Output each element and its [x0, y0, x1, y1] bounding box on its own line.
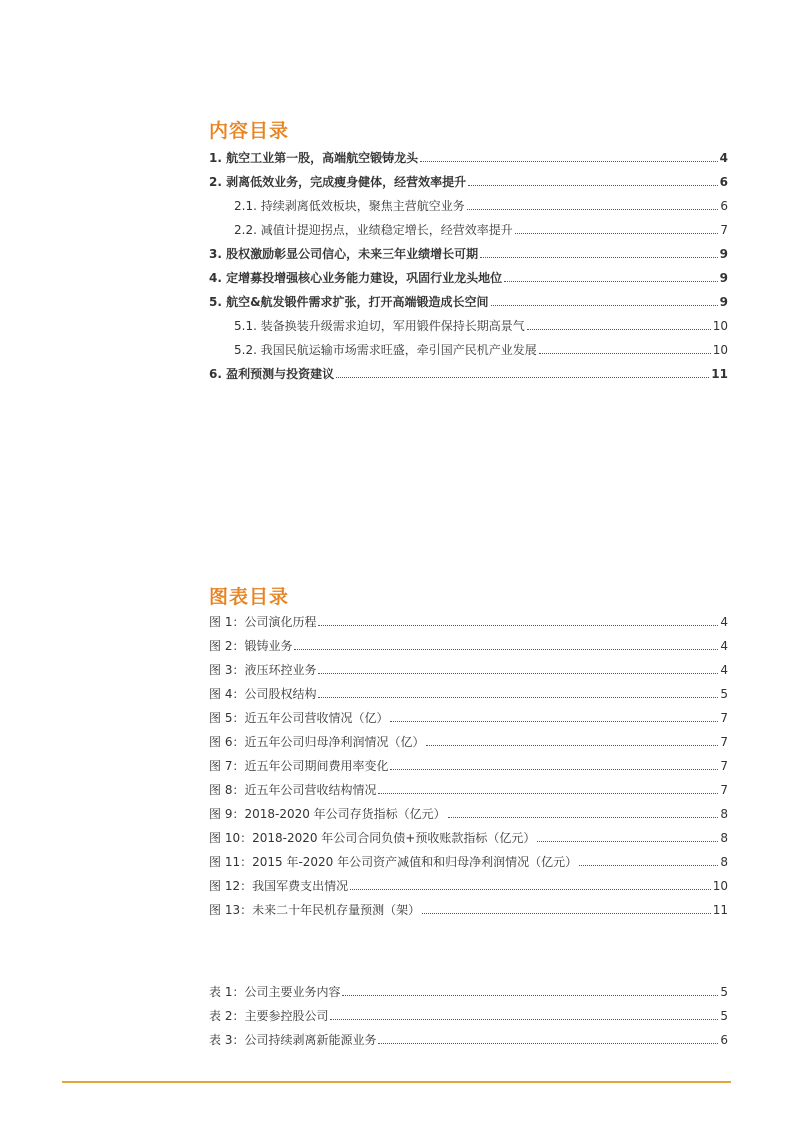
toc-entry[interactable] — [209, 242, 728, 262]
figure-page: 8 — [720, 855, 728, 869]
toc-page: 10 — [712, 319, 728, 333]
leader-dots — [491, 305, 718, 306]
leader-dots — [448, 817, 719, 818]
leader-dots — [330, 1019, 718, 1020]
figure-label: 图 5：近五年公司营收情况（亿） — [209, 711, 389, 725]
table-label: 表 2：主要参控股公司 — [209, 1009, 329, 1023]
toc-entry[interactable] — [209, 362, 728, 382]
toc-label: 5.2. 我国民航运输市场需求旺盛，牵引国产民机产业发展 — [234, 343, 537, 357]
toc-subentry[interactable] — [234, 314, 728, 334]
leader-dots — [467, 209, 719, 210]
toc-subentry[interactable] — [234, 218, 728, 238]
leader-dots — [390, 721, 718, 722]
figure-label: 图 9：2018-2020 年公司存货指标（亿元） — [209, 807, 446, 821]
footer-rule — [62, 1081, 731, 1083]
figure-entry[interactable] — [209, 898, 728, 918]
figure-page: 4 — [720, 615, 728, 629]
figure-page: 7 — [720, 735, 728, 749]
table-entry[interactable] — [209, 1028, 728, 1048]
figure-page: 11 — [712, 903, 728, 917]
contents-title: 内容目录 — [209, 120, 290, 142]
figure-label: 图 8：近五年公司营收结构情况 — [209, 783, 377, 797]
table-entry[interactable] — [209, 980, 728, 1000]
toc-page: 10 — [712, 343, 728, 357]
toc-label: 3. 股权激励彰显公司信心，未来三年业绩增长可期 — [209, 247, 479, 261]
toc-page: 9 — [719, 247, 728, 261]
leader-dots — [390, 769, 718, 770]
figure-label: 图 10：2018-2020 年公司合同负债+预收账款指标（亿元） — [209, 831, 536, 845]
toc-label: 4. 定增募投增强核心业务能力建设，巩固行业龙头地位 — [209, 271, 503, 285]
figure-page: 7 — [720, 711, 728, 725]
leader-dots — [318, 673, 718, 674]
figure-entry[interactable] — [209, 610, 728, 630]
leader-dots — [350, 889, 711, 890]
table-entry[interactable] — [209, 1004, 728, 1024]
figure-label: 图 2：锻铸业务 — [209, 639, 293, 653]
leader-dots — [527, 329, 711, 330]
figure-page: 7 — [720, 783, 728, 797]
leader-dots — [426, 745, 718, 746]
figure-entry[interactable] — [209, 682, 728, 702]
leader-dots — [378, 793, 718, 794]
figure-label: 图 1：公司演化历程 — [209, 615, 317, 629]
figure-entry[interactable] — [209, 850, 728, 870]
leader-dots — [468, 185, 718, 186]
toc-page: 9 — [719, 271, 728, 285]
toc-subentry[interactable] — [234, 338, 728, 358]
figure-label: 图 11：2015 年-2020 年公司资产减值和和归母净利润情况（亿元） — [209, 855, 578, 869]
figure-entry[interactable] — [209, 730, 728, 750]
figure-entry[interactable] — [209, 826, 728, 846]
figure-entry[interactable] — [209, 874, 728, 894]
table-label: 表 1：公司主要业务内容 — [209, 985, 341, 999]
toc-label: 5. 航空&航发锻件需求扩张，打开高端锻造成长空间 — [209, 295, 489, 309]
leader-dots — [537, 841, 718, 842]
figure-label: 图 7：近五年公司期间费用率变化 — [209, 759, 389, 773]
figure-page: 8 — [720, 807, 728, 821]
toc-label: 2.2. 减值计提迎拐点，业绩稳定增长，经营效率提升 — [234, 223, 513, 237]
leader-dots — [420, 161, 718, 162]
figure-page: 8 — [720, 831, 728, 845]
figure-entry[interactable] — [209, 706, 728, 726]
figure-label: 图 4：公司股权结构 — [209, 687, 317, 701]
leader-dots — [318, 625, 718, 626]
toc-label: 1. 航空工业第一股，高端航空锻铸龙头 — [209, 151, 419, 165]
toc-page: 6 — [719, 175, 728, 189]
leader-dots — [422, 913, 711, 914]
figure-label: 图 13：未来二十年民机存量预测（架） — [209, 903, 421, 917]
figure-entry[interactable] — [209, 634, 728, 654]
figure-page: 4 — [720, 639, 728, 653]
toc-label: 2.1. 持续剥离低效板块，聚焦主营航空业务 — [234, 199, 465, 213]
leader-dots — [336, 377, 709, 378]
toc-page: 7 — [720, 223, 728, 237]
table-page: 5 — [720, 985, 728, 999]
leader-dots — [504, 281, 718, 282]
figure-entry[interactable] — [209, 802, 728, 822]
figure-entry[interactable] — [209, 754, 728, 774]
figure-page: 10 — [712, 879, 728, 893]
table-page: 5 — [720, 1009, 728, 1023]
figures-title: 图表目录 — [209, 586, 290, 608]
toc-entry[interactable] — [209, 290, 728, 310]
leader-dots — [539, 353, 711, 354]
leader-dots — [480, 257, 718, 258]
toc-label: 5.1. 装备换装升级需求迫切，军用锻件保持长期高景气 — [234, 319, 525, 333]
table-page: 6 — [720, 1033, 728, 1047]
figure-label: 图 12：我国军费支出情况 — [209, 879, 349, 893]
toc-page: 11 — [711, 367, 728, 381]
leader-dots — [318, 697, 718, 698]
leader-dots — [378, 1043, 718, 1044]
toc-label: 2. 剥离低效业务，完成瘦身健体，经营效率提升 — [209, 175, 467, 189]
table-label: 表 3：公司持续剥离新能源业务 — [209, 1033, 377, 1047]
figure-page: 7 — [720, 759, 728, 773]
toc-entry[interactable] — [209, 146, 728, 166]
figure-label: 图 3：液压环控业务 — [209, 663, 317, 677]
toc-page: 9 — [719, 295, 728, 309]
leader-dots — [342, 995, 718, 996]
leader-dots — [579, 865, 718, 866]
toc-entry[interactable] — [209, 170, 728, 190]
toc-page: 4 — [719, 151, 728, 165]
figure-entry[interactable] — [209, 778, 728, 798]
figure-label: 图 6：近五年公司归母净利润情况（亿） — [209, 735, 425, 749]
toc-subentry[interactable] — [234, 194, 728, 214]
leader-dots — [294, 649, 718, 650]
toc-entry[interactable] — [209, 266, 728, 286]
toc-page: 6 — [720, 199, 728, 213]
figure-page: 5 — [720, 687, 728, 701]
leader-dots — [515, 233, 719, 234]
toc-label: 6. 盈利预测与投资建议 — [209, 367, 335, 381]
figure-entry[interactable] — [209, 658, 728, 678]
figure-page: 4 — [720, 663, 728, 677]
